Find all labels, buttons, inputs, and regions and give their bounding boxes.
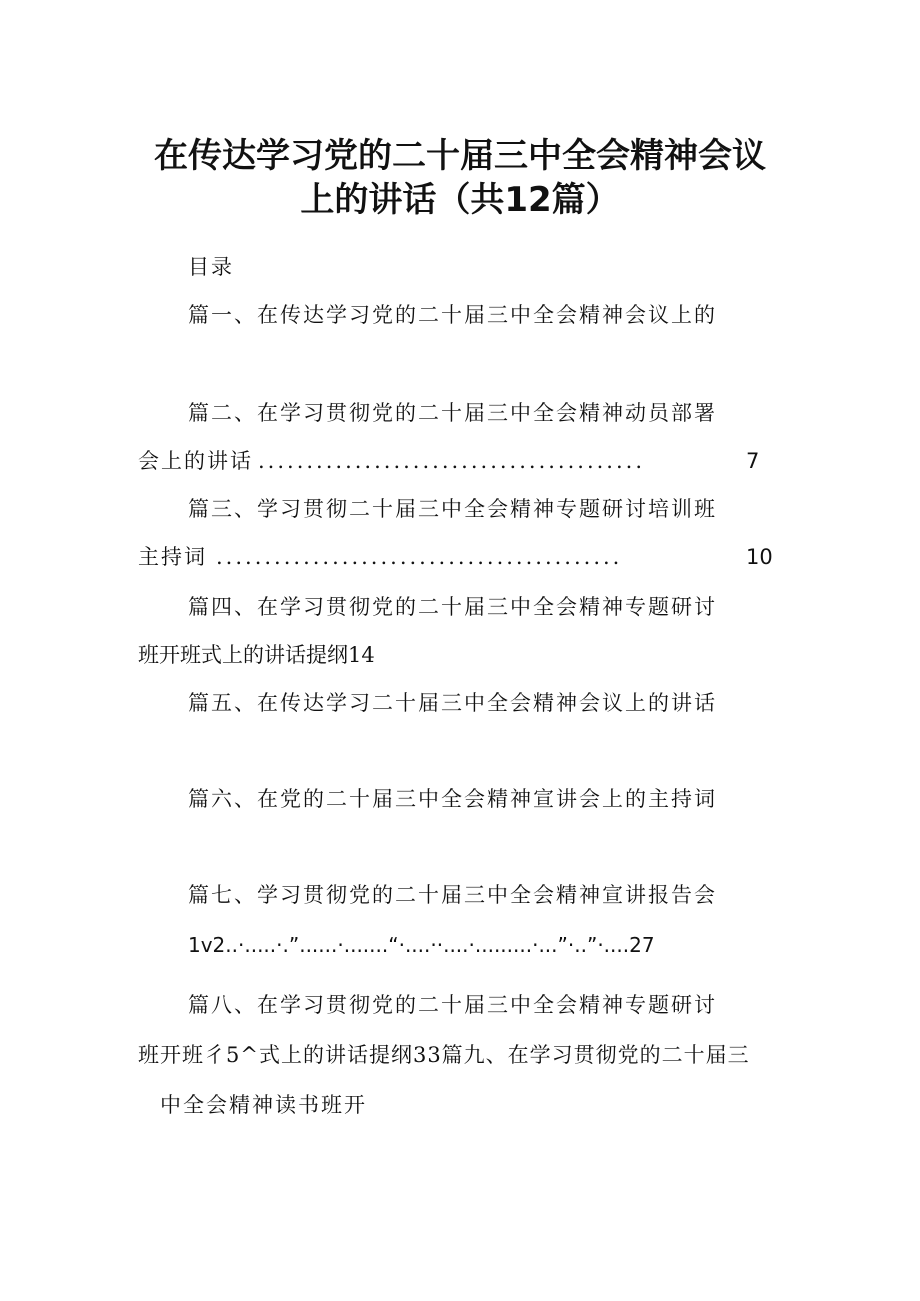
toc-entry-8: 篇八、在学习贯彻党的二十届三中全会精神专题研讨 xyxy=(188,993,717,1017)
toc-entry-7-continuation: 1v2..·.....·.”......·.......“·....··....·.........·...”·..”·....27 xyxy=(188,933,655,957)
toc-entry-6: 篇六、在党的二十届三中全会精神宣讲会上的主持词 xyxy=(188,787,717,811)
toc-entry-4: 篇四、在学习贯彻党的二十届三中全会精神专题研讨 xyxy=(188,595,717,619)
toc-entry-3-leader-dots: .......................................... xyxy=(216,545,623,569)
document-title-line-2: 上的讲话（共12篇） xyxy=(300,180,620,220)
toc-entry-2-leader-dots: ........................................ xyxy=(258,449,646,473)
toc-entry-5: 篇五、在传达学习二十届三中全会精神会议上的讲话 xyxy=(188,691,717,715)
toc-entry-7: 篇七、学习贯彻党的二十届三中全会精神宣讲报告会 xyxy=(188,883,717,907)
toc-entry-8-continuation: 班开班彳5^式上的讲话提纲33篇九、在学习贯彻党的二十届三 xyxy=(138,1043,750,1067)
document-title-line-1: 在传达学习党的二十届三中全会精神会议 xyxy=(154,136,766,176)
toc-entry-2-page-number: 7 xyxy=(746,449,760,473)
toc-entry-2-continuation: 会上的讲话 xyxy=(138,449,253,473)
toc-entry-3: 篇三、学习贯彻二十届三中全会精神专题研讨培训班 xyxy=(188,497,717,521)
toc-entry-8-continuation-2: 中全会精神读书班开 xyxy=(160,1093,367,1117)
toc-entry-3-page-number: 10 xyxy=(746,545,773,569)
toc-entry-2: 篇二、在学习贯彻党的二十届三中全会精神动员部署 xyxy=(188,401,717,425)
toc-entry-3-continuation: 主持词 xyxy=(138,545,207,569)
toc-entry-1: 篇一、在传达学习党的二十届三中全会精神会议上的 xyxy=(188,303,717,327)
toc-entry-4-continuation: 班开班式上的讲话提纲14 xyxy=(138,643,375,667)
toc-heading: 目录 xyxy=(188,255,234,279)
